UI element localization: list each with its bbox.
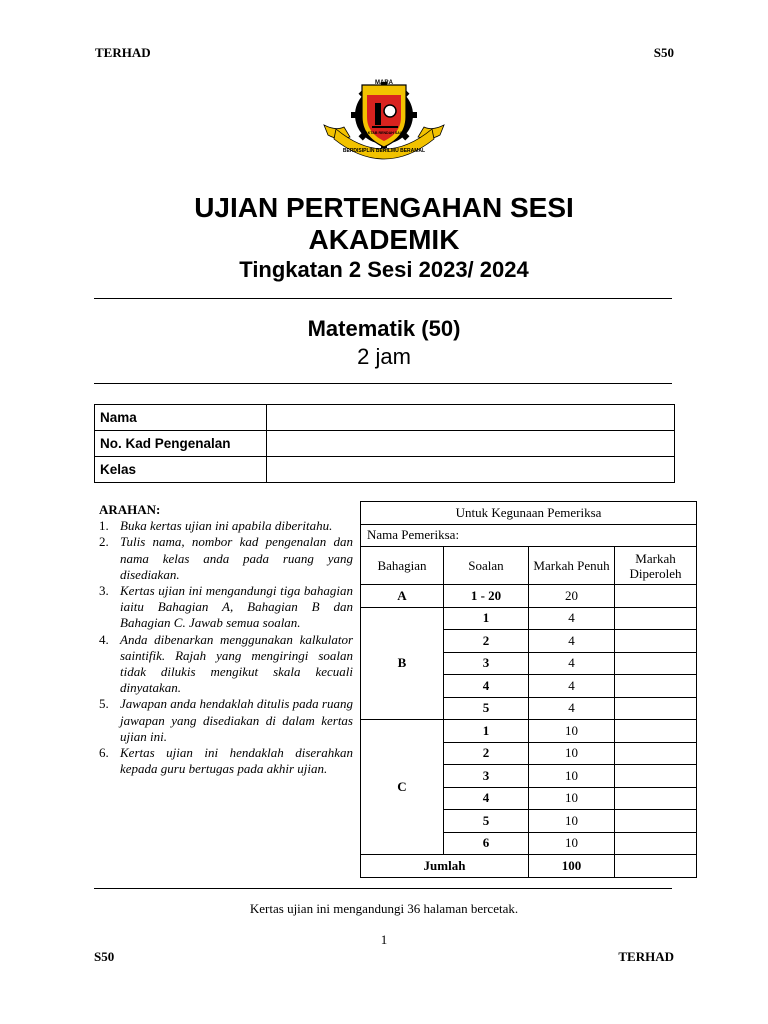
marks-obtained-cell[interactable]: [615, 832, 697, 855]
table-row: 2 4: [361, 630, 697, 653]
subject-name: Matematik (50): [307, 316, 461, 341]
section-label: C: [361, 720, 444, 855]
examiner-name-field[interactable]: Nama Pemeriksa:: [361, 524, 697, 547]
divider-middle: [94, 383, 672, 384]
instruction-item: 3. Kertas ujian ini mengandungi tiga bahagian iaitu Bahagian A, Bahagian B dan Bahagian C. Jawab semua soalan.: [99, 583, 353, 631]
info-label: No. Kad Pengenalan: [95, 431, 267, 457]
logo-top-text: MARA: [375, 80, 393, 86]
instruction-item: 2. Tulis nama, nombor kad pengenalan dan nama kelas anda pada ruang yang disediakan.: [99, 534, 353, 582]
section-label: A: [361, 585, 444, 608]
table-row: 5 10: [361, 810, 697, 833]
ic-number-field[interactable]: [267, 431, 675, 457]
table-row: 3 10: [361, 765, 697, 788]
examiner-table: [360, 501, 697, 878]
instruction-item: 6. Kertas ujian ini hendaklah diserahkan kepada guru bertugas pada akhir ujian.: [99, 745, 353, 777]
section-label: B: [361, 607, 444, 720]
table-row: A 1 - 20 20: [361, 585, 697, 608]
header-question: Soalan: [444, 547, 529, 585]
pages-note: Kertas ujian ini mengandungi 36 halaman bercetak.: [249, 901, 519, 916]
header-full-marks: Markah Penuh: [529, 547, 615, 585]
info-row-ic: [95, 431, 675, 457]
info-row-class: [95, 457, 675, 483]
instruction-item: 5. Jawapan anda hendaklah ditulis pada ruang jawapan yang disediakan di dalam kertas ujian ini.: [99, 696, 353, 744]
marks-obtained-cell[interactable]: [615, 585, 697, 608]
instruction-item: 4. Anda dibenarkan menggunakan kalkulator saintifik. Rajah yang mengiringi soalan tidak dilukis mengikut skala kecuali dinyatakan.: [99, 631, 353, 696]
examiner-table-title: Untuk Kegunaan Pemeriksa: [361, 502, 697, 525]
subject-duration: 2 jam: [357, 344, 411, 369]
table-row: 4 4: [361, 675, 697, 698]
divider-top: [94, 298, 672, 299]
marks-obtained-cell[interactable]: [615, 742, 697, 765]
total-obtained-cell[interactable]: [615, 855, 697, 878]
total-value: 100: [529, 855, 615, 878]
header-right: S50: [653, 45, 674, 60]
header-left: TERHAD: [95, 45, 151, 60]
table-row: 4 10: [361, 787, 697, 810]
table-row: 5 4: [361, 697, 697, 720]
title-line-3: Tingkatan 2 Sesi 2023/ 2024: [239, 257, 529, 282]
name-field[interactable]: [267, 405, 675, 431]
marks-obtained-cell[interactable]: [615, 787, 697, 810]
marks-obtained-cell[interactable]: [615, 607, 697, 630]
info-label: Nama: [95, 405, 267, 431]
footer-left: S50: [94, 949, 115, 964]
info-row-name: [95, 405, 675, 431]
table-row: B 1 4: [361, 607, 697, 630]
title-line-2: AKADEMIK: [308, 224, 460, 255]
marks-obtained-cell[interactable]: [615, 675, 697, 698]
instructions: [99, 502, 353, 777]
title-line-1: UJIAN PERTENGAHAN SESI: [194, 192, 574, 223]
table-row: 2 10: [361, 742, 697, 765]
instructions-heading: ARAHAN:: [99, 502, 161, 517]
marks-obtained-cell[interactable]: [615, 720, 697, 743]
table-row: 6 10: [361, 832, 697, 855]
page-number: 1: [380, 932, 388, 947]
student-info-table: [94, 404, 675, 483]
marks-obtained-cell[interactable]: [615, 652, 697, 675]
marks-obtained-cell[interactable]: [615, 810, 697, 833]
table-row: C 1 10: [361, 720, 697, 743]
total-label: Jumlah: [361, 855, 529, 878]
instruction-item: 1. Buka kertas ujian ini apabila diberitahu.: [99, 518, 333, 534]
class-field[interactable]: [267, 457, 675, 483]
header-section: Bahagian: [361, 547, 444, 585]
divider-bottom: [94, 888, 672, 889]
marks-obtained-cell[interactable]: [615, 765, 697, 788]
info-label: Kelas: [95, 457, 267, 483]
header-obtained-marks: Markah Diperoleh: [615, 547, 697, 585]
total-row: [361, 855, 697, 878]
table-row: 3 4: [361, 652, 697, 675]
marks-obtained-cell[interactable]: [615, 697, 697, 720]
marks-obtained-cell[interactable]: [615, 630, 697, 653]
logo-ribbon-text: MAKTAB RENDAH SAINS: [362, 131, 406, 135]
footer-right: TERHAD: [618, 949, 674, 964]
logo-motto: BERDISIPLIN BERILMU BERAMAL: [342, 148, 426, 154]
